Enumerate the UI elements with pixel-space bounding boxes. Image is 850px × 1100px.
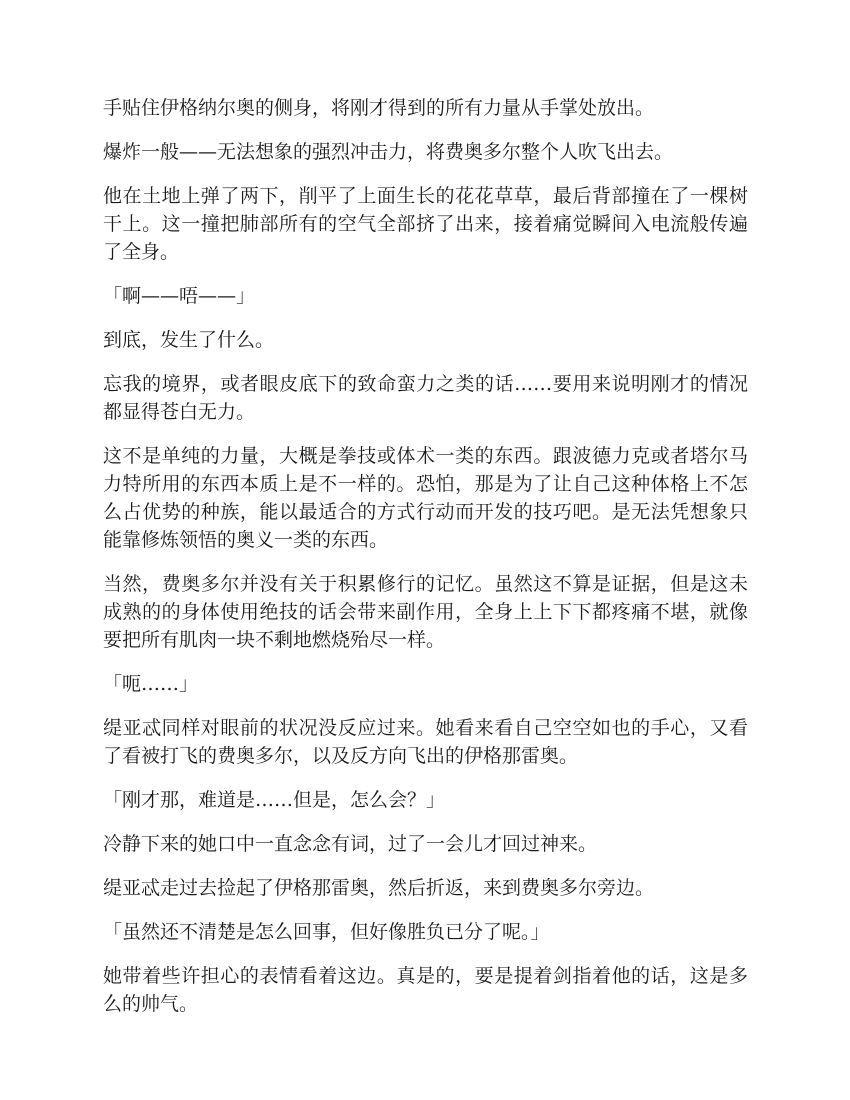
paragraph: 缇亚忒走过去捡起了伊格那雷奥，然后折返，来到费奥多尔旁边。 (103, 877, 655, 899)
document-page (103, 94, 748, 1034)
paragraph: 缇亚忒同样对眼前的状况没反应过来。她看来看自己空空如也的手心，又看了看被打飞的费奥多尔，以及反方向飞出的伊格那雷奥。 (103, 717, 748, 767)
paragraph: 她带着些许担心的表情看着这边。真是的，要是提着剑指着他的话，这是多么的帅气。 (103, 965, 748, 1015)
dialogue-line: 「呃……」 (103, 673, 199, 695)
paragraph: 忘我的境界，或者眼皮底下的致命蛮力之类的话……要用来说明刚才的情况都显得苍白无力。 (103, 373, 748, 423)
paragraph: 爆炸一般——无法想象的强烈冲击力，将费奥多尔整个人吹飞出去。 (103, 141, 674, 163)
dialogue-line: 「虽然还不清楚是怎么回事，但好像胜负已分了呢。」 (103, 921, 550, 943)
paragraph: 手贴住伊格纳尔奥的侧身，将刚才得到的所有力量从手掌处放出。 (103, 97, 655, 119)
dialogue-line: 「啊——唔——」 (103, 285, 256, 307)
paragraph: 他在土地上弹了两下，削平了上面生长的花花草草，最后背部撞在了一棵树干上。这一撞把肺部所有的空气全部挤了出来，接着痛觉瞬间入电流般传遍了全身。 (103, 185, 748, 263)
dialogue-line: 「刚才那，难道是……但是，怎么会？」 (103, 789, 446, 811)
paragraph: 到底，发生了什么。 (103, 329, 275, 351)
paragraph: 这不是单纯的力量，大概是拳技或体术一类的东西。跟波德力克或者塔尔马力特所用的东西本质上是不一样的。恐怕，那是为了让自己这种体格上不怎么占优势的种族，能以最适合的方式行动而开发的技巧吧。是无法凭想象只能靠修炼领悟的奥义一类的东西。 (103, 445, 748, 551)
paragraph: 当然，费奥多尔并没有关于积累修行的记忆。虽然这不算是证据，但是这未成熟的的身体使用绝技的话会带来副作用，全身上上下下都疼痛不堪，就像要把所有肌肉一块不剩地燃烧殆尽一样。 (103, 573, 748, 651)
paragraph: 冷静下来的她口中一直念念有词，过了一会儿才回过神来。 (103, 833, 598, 855)
